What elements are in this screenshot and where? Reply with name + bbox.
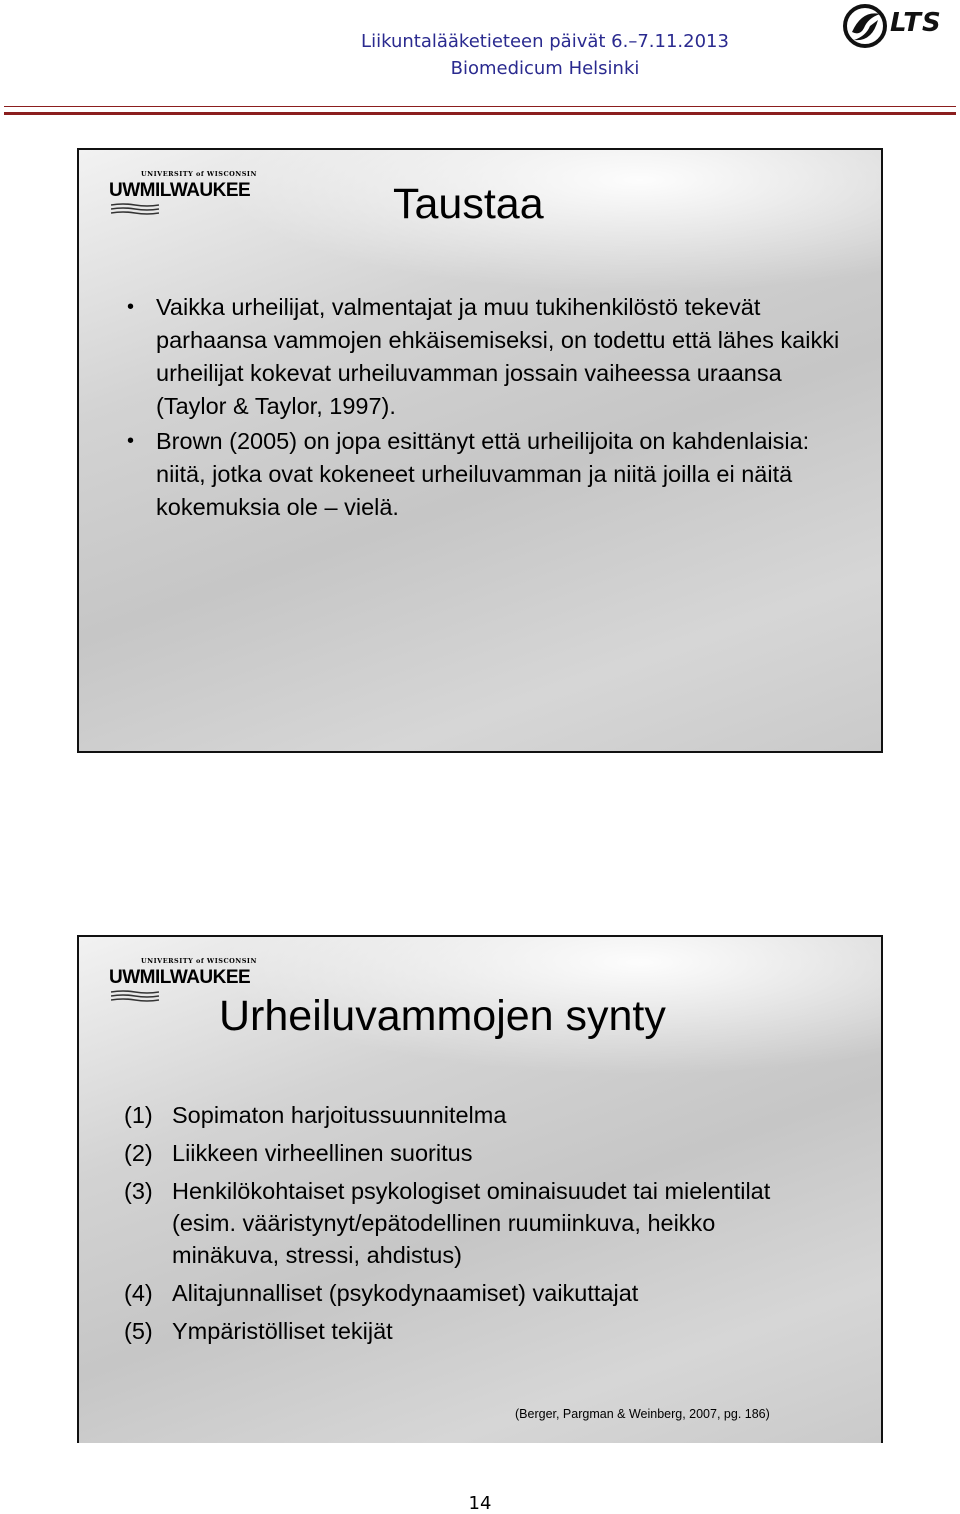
bullet-item xyxy=(124,425,844,524)
slide-taustaa xyxy=(77,148,883,753)
list-item xyxy=(124,1099,824,1131)
page-number: 14 xyxy=(468,1493,492,1514)
numbered-list xyxy=(124,1099,824,1353)
lts-logo xyxy=(842,2,956,50)
bullet-icon: • xyxy=(127,296,135,318)
bullet-item xyxy=(124,291,844,423)
list-item xyxy=(124,1137,824,1169)
event-venue: Biomedicum Helsinki xyxy=(450,58,640,79)
header-divider-thin xyxy=(4,106,956,107)
bullet-text: Brown (2005) on jopa esittänyt että urheilijoita on kahdenlaisia: niitä, jotka ovat kokeneet urheiluvamman ja niitä joilla ei näitä kokemuksia ole – vielä. xyxy=(156,428,810,520)
uwm-logo-university: UNIVERSITY of WISCONSIN xyxy=(141,957,257,965)
slide-urheiluvammojen-synty xyxy=(77,935,883,1443)
slide-title: Taustaa xyxy=(393,180,544,228)
lts-emblem-icon xyxy=(842,2,888,50)
list-item-number: (3) xyxy=(124,1178,153,1204)
uwm-logo-main: UWMILWAUKEE xyxy=(109,967,251,988)
uwm-logo-university: UNIVERSITY of WISCONSIN xyxy=(141,170,257,178)
lts-logo-text: LTS xyxy=(890,8,942,38)
list-item-text: Ympäristölliset tekijät xyxy=(172,1318,393,1344)
list-item xyxy=(124,1175,824,1271)
list-item-number: (1) xyxy=(124,1102,153,1128)
list-item-text: Henkilökohtaiset psykologiset ominaisuudet tai mielentilat (esim. vääristynyt/epätodellinen ruumiinkuva, heikko minäkuva, stressi, ahdistus) xyxy=(172,1178,771,1268)
bullet-icon: • xyxy=(127,430,135,452)
uwm-stripes-icon xyxy=(111,990,159,1004)
uwm-stripes-icon xyxy=(111,203,159,217)
list-item-number: (4) xyxy=(124,1280,153,1306)
uwm-logo-main: UWMILWAUKEE xyxy=(109,180,251,201)
citation: (Berger, Pargman & Weinberg, 2007, pg. 186) xyxy=(515,1407,770,1421)
uwm-logo xyxy=(109,170,269,220)
list-item-number: (5) xyxy=(124,1318,153,1344)
slide-title: Urheiluvammojen synty xyxy=(219,992,666,1040)
list-item-text: Alitajunnalliset (psykodynaamiset) vaikuttajat xyxy=(172,1280,639,1306)
list-item-text: Liikkeen virheellinen suoritus xyxy=(172,1140,473,1166)
bullet-list xyxy=(124,291,844,526)
bullet-text: Vaikka urheilijat, valmentajat ja muu tukihenkilöstö tekevät parhaansa vammojen ehkäisemiseksi, on todettu että lähes kaikki urheilijat kokevat urheiluvamman jossain vaiheessa uraansa (Taylor & Taylor, 1997). xyxy=(156,294,840,419)
list-item-number: (2) xyxy=(124,1140,153,1166)
event-title: Liikuntalääketieteen päivät 6.–7.11.2013 xyxy=(361,31,729,52)
list-item-text: Sopimaton harjoitussuunnitelma xyxy=(172,1102,507,1128)
list-item xyxy=(124,1277,824,1309)
list-item xyxy=(124,1315,824,1347)
header-divider-thick xyxy=(4,112,956,115)
